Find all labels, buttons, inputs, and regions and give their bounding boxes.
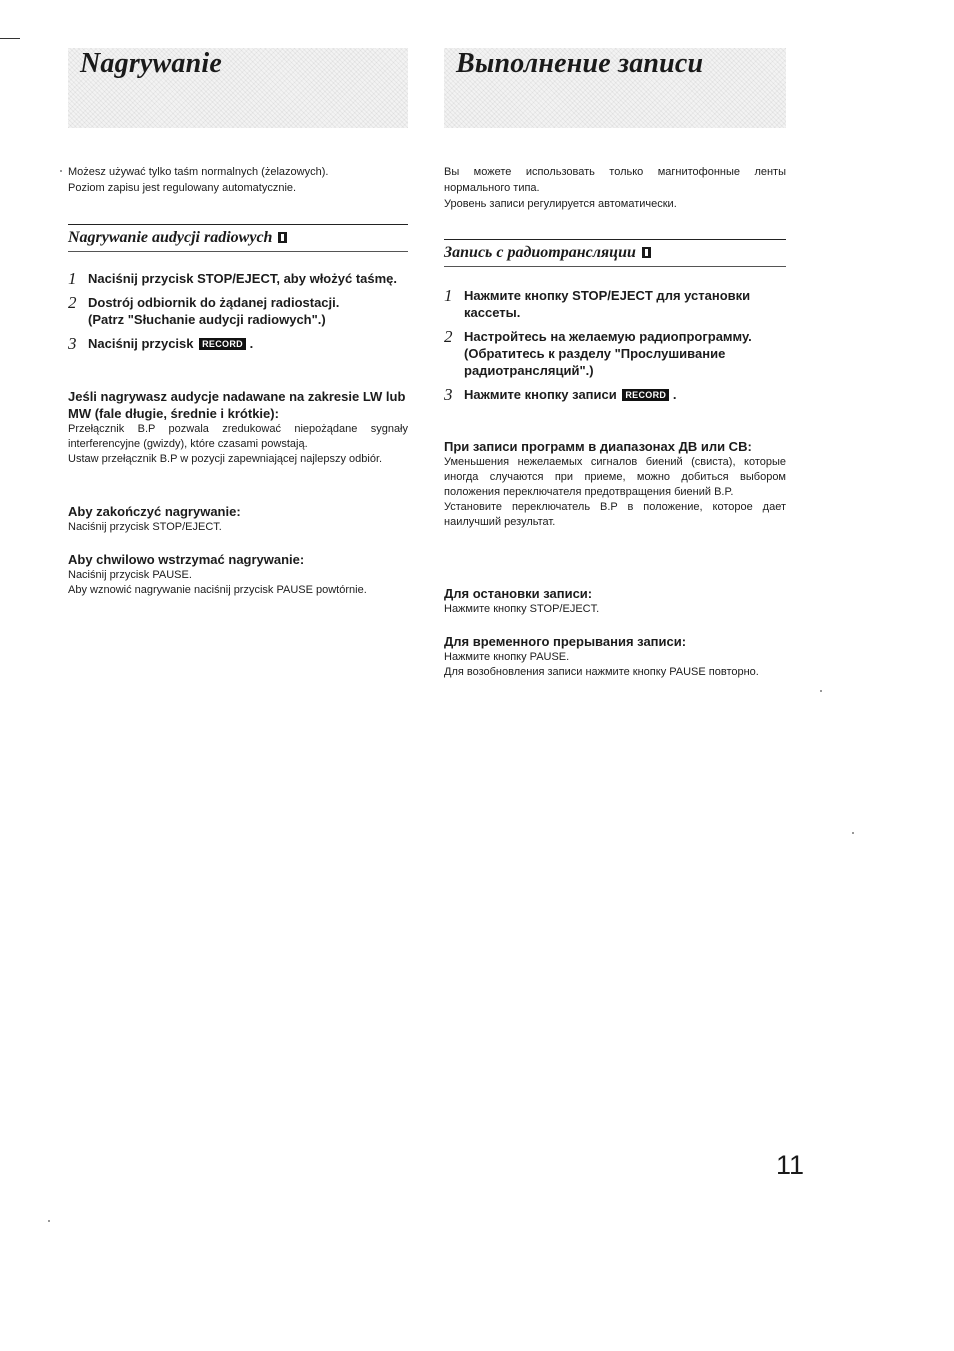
radio-mode-icon (642, 247, 651, 258)
radio-mode-icon (278, 232, 287, 243)
lw-mw-heading: При записи программ в диапазонах ДВ или СВ: (444, 439, 752, 454)
stop-heading: Для остановки записи: (444, 586, 593, 601)
step-list (68, 270, 408, 359)
record-button-label: RECORD (622, 389, 669, 401)
step-number: 2 (68, 293, 77, 312)
step-number: 1 (444, 286, 453, 305)
intro-text (444, 164, 786, 212)
stop-heading: Aby zakończyć nagrywanie: (68, 504, 241, 519)
pause-text: Для возобновления записи нажмите кнопку PAUSE повторно. (444, 666, 759, 678)
step-text-line: Нажмите кнопку записи (464, 387, 617, 402)
step-number: 1 (68, 269, 77, 288)
step-item (68, 294, 408, 328)
step-number: 2 (444, 327, 453, 346)
scan-speck (820, 690, 822, 692)
lw-mw-note (68, 388, 408, 467)
page-title: Выполнение записи (456, 48, 704, 79)
pause-text: Aby wznowić nagrywanie naciśnij przycisk PAUSE powtórnie. (68, 584, 367, 596)
intro-text (68, 164, 408, 196)
section-title: Nagrywanie audycji radiowych (68, 229, 287, 247)
step-text-line: Naciśnij przycisk (88, 336, 194, 351)
step-item (444, 287, 786, 321)
lw-mw-heading: Jeśli nagrywasz audycje nadawane na zakresie LW lub MW (fale długie, średnie i krótkie): (68, 389, 406, 421)
pause-heading: Aby chwilowo wstrzymać nagrywanie: (68, 552, 305, 567)
intro-line: Poziom zapisu jest regulowany automatycznie. (68, 182, 297, 194)
step-item (444, 328, 786, 379)
pause-heading: Для временного прерывания записи: (444, 634, 687, 649)
section-header (68, 224, 408, 252)
step-suffix: . (672, 387, 677, 402)
step-text (464, 328, 786, 379)
page-number: 11 (776, 1150, 805, 1180)
section-title: Запись с радиотрансляции (444, 244, 651, 262)
lw-mw-text: Ustaw przełącznik B.P w pozycji zapewniającej najlepszy odbiór. (68, 453, 383, 465)
stop-recording-note (68, 503, 408, 535)
section-header (444, 239, 786, 267)
step-note: (Обратитесь к разделу "Прослушивание радиотрансляций".) (464, 346, 726, 378)
stop-recording-note (444, 585, 786, 617)
step-number: 3 (68, 334, 77, 353)
lw-mw-text: Установите переключатель B.P в положение, которое дает наилучший результат. (444, 501, 786, 528)
crop-mark (0, 38, 20, 39)
step-item (68, 335, 408, 352)
intro-line: Уровень записи регулируется автоматически. (444, 198, 677, 210)
step-item (444, 386, 786, 403)
scan-speck (48, 1220, 50, 1222)
lw-mw-note (444, 438, 786, 530)
page-title: Nagrywanie (80, 48, 222, 79)
record-button-label: RECORD (199, 338, 246, 350)
step-text (464, 386, 786, 403)
step-text-line: Dostrój odbiornik do żądanej radiostacji. (88, 295, 340, 310)
pause-text: Нажмите кнопку PAUSE. (444, 651, 570, 663)
lw-mw-text: Уменьшения нежелаемых сигналов биений (свиста), которые иногда случаются при приеме, можно добиться выбором положения переключателя предотвращения биений B.P. (444, 456, 786, 498)
step-text (88, 294, 408, 328)
step-item (68, 270, 408, 287)
step-number: 3 (444, 385, 453, 404)
step-note: (Patrz "Słuchanie audycji radiowych".) (88, 312, 326, 327)
lw-mw-text: Przełącznik B.P pozwala zredukować niepożądane sygnały interferencyjne (gwizdy), które czasami powstają. (68, 423, 408, 450)
step-text (88, 335, 408, 352)
stop-text: Нажмите кнопку STOP/EJECT. (444, 603, 600, 615)
step-text: Нажмите кнопку STOP/EJECT для установки кассеты. (464, 288, 751, 320)
step-list (444, 287, 786, 410)
stop-text: Naciśnij przycisk STOP/EJECT. (68, 521, 222, 533)
pause-recording-note (68, 551, 408, 598)
scan-speck (852, 832, 854, 834)
pause-text: Naciśnij przycisk PAUSE. (68, 569, 192, 581)
intro-line: Możesz używać tylko taśm normalnych (żelazowych). (68, 166, 329, 178)
intro-line: Вы можете использовать только магнитофонные ленты нормального типа. (444, 166, 786, 194)
scan-speck (60, 170, 62, 172)
pause-recording-note (444, 633, 786, 680)
step-text-line: Настройтесь на желаемую радиопрограмму. (464, 329, 752, 344)
step-text: Naciśnij przycisk STOP/EJECT, aby włożyć taśmę. (88, 271, 398, 286)
step-suffix: . (249, 336, 254, 351)
